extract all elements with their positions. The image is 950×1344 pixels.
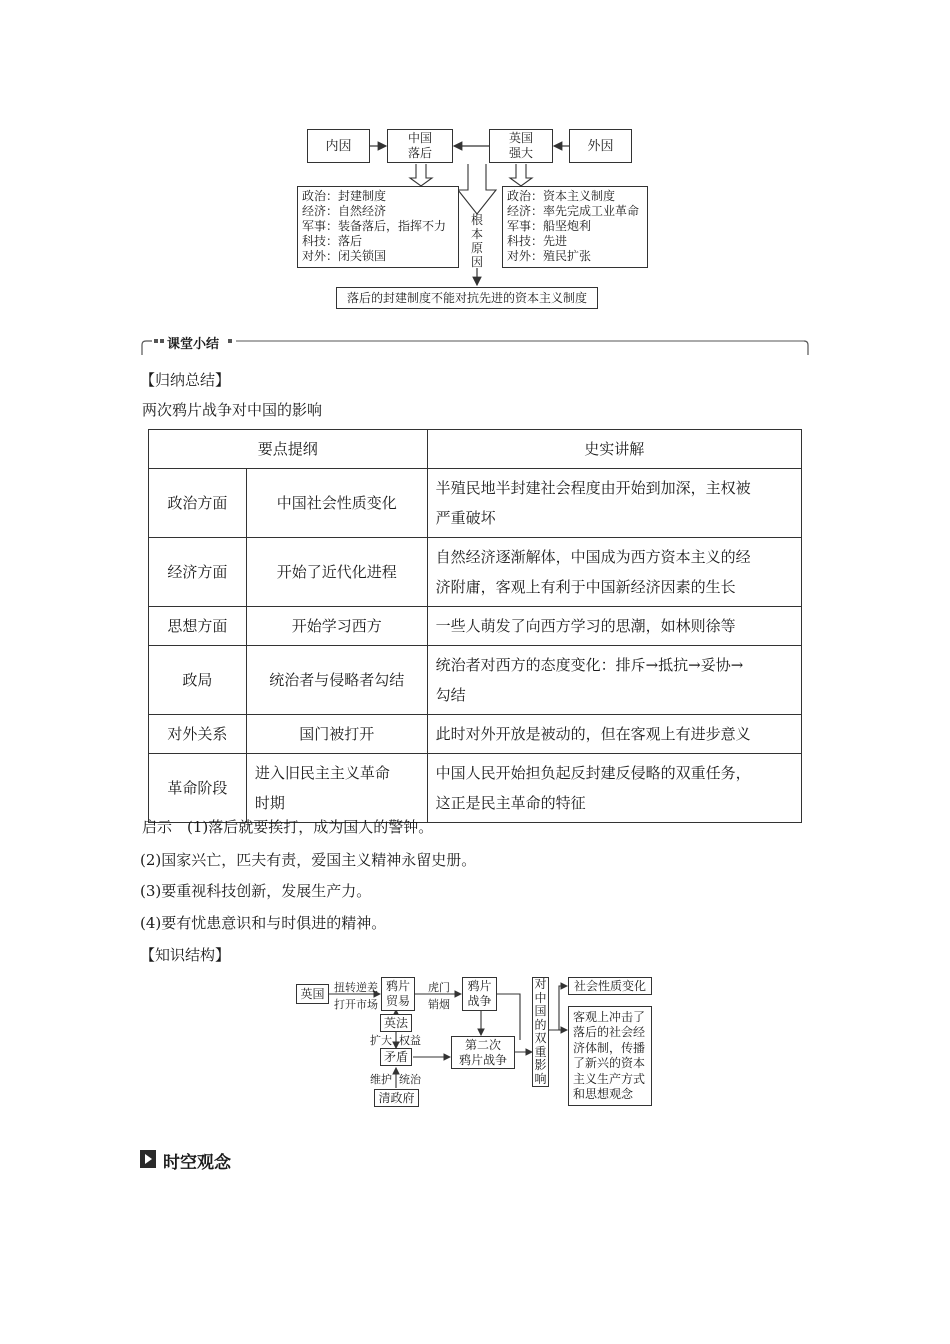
table-cell: 政局 (149, 646, 247, 715)
china-factors-box: 政治：封建制度 经济：自然经济 军事：装备落后，指挥不力 科技：落后 对外：闭关锁国 (297, 186, 459, 268)
summary-subtitle: 两次鸦片战争对中国的影响 (142, 401, 323, 419)
summary-heading: 【归纳总结】 (140, 371, 231, 389)
table-header: 要点提纲 (149, 430, 428, 469)
label-open-market: 打开市场 (334, 998, 378, 1011)
play-icon (140, 1150, 156, 1168)
label-rule: 统治 (399, 1073, 421, 1086)
table-cell: 开始了近代化进程 (246, 538, 427, 607)
table-cell: 对外关系 (149, 715, 247, 754)
table-cell: 统治者与侵略者勾结 (246, 646, 427, 715)
table-cell: 革命阶段 (149, 754, 247, 823)
lesson-line: (2)国家兴亡，匹夫有责，爱国主义精神永留史册。 (140, 851, 477, 869)
table-cell: 自然经济逐渐解体，中国成为西方资本主义的经 济附庸，客观上有利于中国新经济因素的生长 (427, 538, 801, 607)
label-expand: 扩大 (370, 1034, 392, 1047)
conclusion-box: 落后的封建制度不能对抗先进的资本主义制度 (336, 287, 598, 309)
china-backward-box: 中国 落后 (387, 129, 453, 163)
table-cell: 开始学习西方 (246, 607, 427, 646)
lesson-line: (3)要重视科技创新，发展生产力。 (140, 882, 372, 900)
structure-heading: 【知识结构】 (140, 946, 231, 964)
table-cell: 一些人萌发了向西方学习的思潮，如林则徐等 (427, 607, 801, 646)
opium-war-box: 鸦片 战争 (462, 977, 497, 1011)
table-cell: 此时对外开放是被动的，但在客观上有进步意义 (427, 715, 801, 754)
objective-impact-box: 客观上冲击了 落后的社会经 济体制，传播 了新兴的资本 主义生产方式 和思想观念 (568, 1006, 652, 1106)
second-opium-war-box: 第二次 鸦片战争 (451, 1036, 515, 1069)
britain-strong-box: 英国 强大 (489, 129, 553, 163)
conflict-box: 矛盾 (380, 1048, 412, 1066)
label-humen: 虎门 (428, 981, 450, 994)
table-cell: 中国人民开始担负起反封建反侵略的双重任务， 这正是民主革命的特征 (427, 754, 801, 823)
britain-factors-box: 政治：资本主义制度 经济：率先完成工业革命 军事：船坚炮利 科技：先进 对外：殖民扩张 (502, 186, 648, 268)
social-change-box: 社会性质变化 (568, 977, 652, 995)
label-maintain: 维护 (370, 1073, 392, 1086)
next-section-title: 时空观念 (163, 1153, 231, 1173)
table-cell: 国门被打开 (246, 715, 427, 754)
table-cell: 经济方面 (149, 538, 247, 607)
table-cell: 统治者对西方的态度变化：排斥→抵抗→妥协→ 勾结 (427, 646, 801, 715)
root-cause-label: 根 本 原 因 (470, 213, 483, 269)
table-header: 史实讲解 (427, 430, 801, 469)
opium-trade-box: 鸦片 贸易 (381, 977, 415, 1011)
table-cell: 政治方面 (149, 469, 247, 538)
lesson-line: 启示 (1)落后就要挨打，成为国人的警钟。 (142, 818, 434, 836)
label-reverse-deficit: 扭转逆差 (334, 981, 378, 994)
table-cell: 思想方面 (149, 607, 247, 646)
external-cause-box: 外因 (569, 129, 632, 163)
dual-impact-box: 对 中 国 的 双 重 影 响 (532, 977, 549, 1087)
label-destroy-opium: 销烟 (428, 998, 450, 1011)
label-rights: 权益 (399, 1034, 421, 1047)
britain-box: 英国 (296, 984, 329, 1004)
table-cell: 进入旧民主主义革命 时期 (246, 754, 427, 823)
section-title: 课堂小结 (167, 337, 220, 352)
qing-government-box: 清政府 (374, 1089, 419, 1107)
anglo-french-box: 英法 (380, 1014, 412, 1032)
table-cell: 中国社会性质变化 (246, 469, 427, 538)
internal-cause-box: 内因 (307, 129, 370, 163)
table-cell: 半殖民地半封建社会程度由开始到加深，主权被 严重破坏 (427, 469, 801, 538)
lesson-line: (4)要有忧患意识和与时俱进的精神。 (140, 914, 387, 932)
